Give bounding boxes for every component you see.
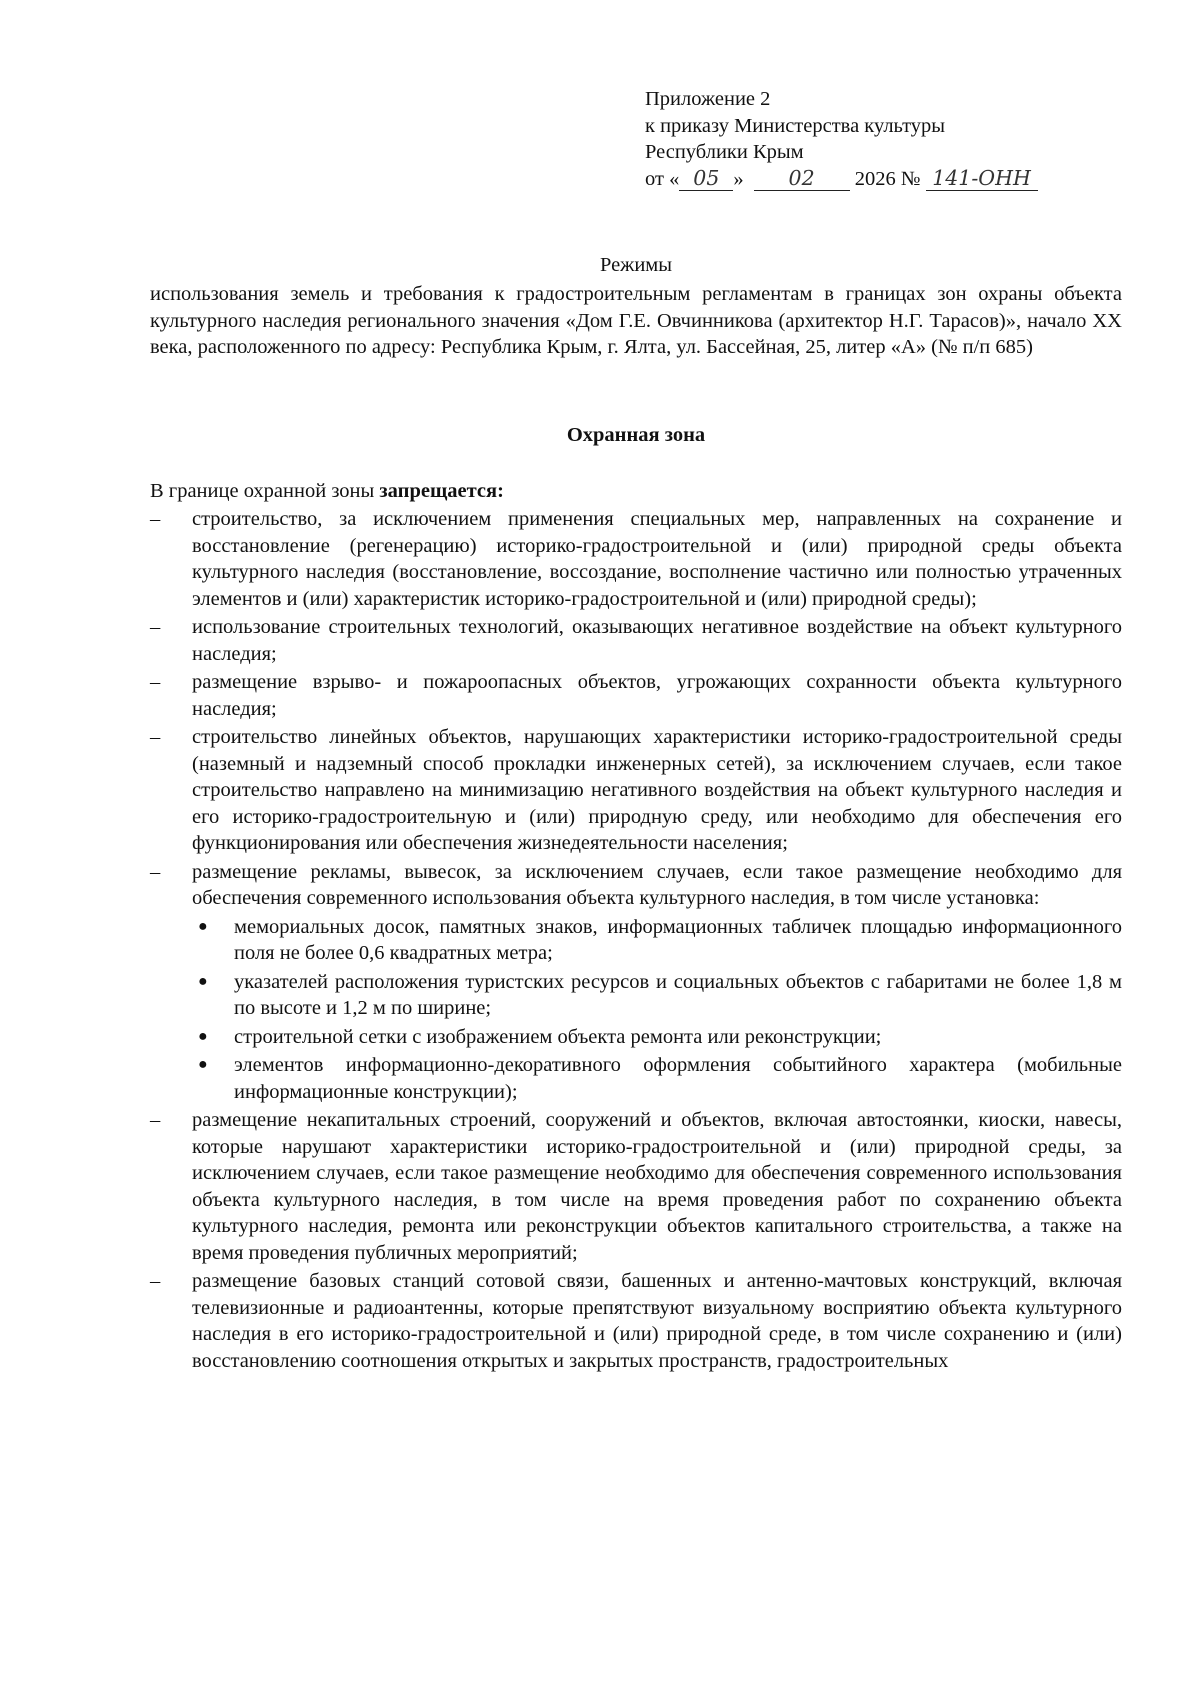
- list-item-text: строительство, за исключением применения специальных мер, направленных на сохранение и восстановление (регенерацию) историко-градостроительной и (или) природной среды объекта культурного наследия (восстановление, воссоздание, восполнение частично или полностью утраченных элементов и (или) характеристик историко-градостроительной и (или) природной среды);: [192, 508, 1122, 610]
- bullet-marker: ●: [198, 917, 208, 935]
- intro-text: В границе охранной зоны: [150, 480, 380, 502]
- list-item-text: размещение рекламы, вывесок, за исключением случаев, если такое размещение необходимо для обеспечения современного использования объекта культурного наследия, в том числе установка:: [192, 860, 1122, 909]
- appendix-line-3: Республики Крым: [645, 141, 804, 163]
- sub-list-item: [192, 1052, 1122, 1105]
- sub-item-text: мемориальных досок, памятных знаков, информационных табличек площадью информационного поля не более 0,6 квадратных метра;: [234, 915, 1122, 964]
- dash-marker: –: [150, 1109, 161, 1131]
- sub-item-text: строительной сетки с изображением объекта ремонта или реконструкции;: [234, 1025, 882, 1048]
- document-subtitle: использования земель и требования к градостроительным регламентам в границах зон охраны объекта культурного наследия регионального значения «Дом Г.Е. Овчинникова (архитектор Н.Г. Тарасов)», начало XX века, расположенного по адресу: Республика Крым, г. Ялта, ул. Бассейная, 25, литер «А» (№ п/п 685): [150, 283, 1122, 358]
- list-item: [150, 1107, 1122, 1266]
- date-day: 05: [679, 166, 733, 191]
- prohibitions-list: [150, 506, 1122, 1376]
- dash-marker: –: [150, 860, 161, 883]
- date-year: 2026 №: [854, 167, 921, 190]
- date-mid: »: [733, 167, 744, 190]
- sub-list: [192, 914, 1122, 1106]
- list-item: [150, 1268, 1122, 1374]
- dash-marker: –: [150, 671, 161, 693]
- intro-bold-text: запрещается:: [379, 480, 504, 502]
- appendix-line-2: к приказу Министерства культуры: [645, 114, 946, 137]
- appendix-date-line: [645, 166, 1165, 193]
- sub-list-item: [192, 914, 1122, 967]
- dash-marker: –: [150, 726, 161, 748]
- sub-list-item: [192, 1024, 1122, 1051]
- dash-marker: –: [150, 1270, 161, 1292]
- list-item-text: использование строительных технологий, оказывающих негативное воздействие на объект культурного наследия;: [192, 616, 1122, 665]
- bullet-marker: ●: [198, 1056, 208, 1073]
- bullet-marker: ●: [198, 972, 208, 990]
- list-item-text: размещение некапитальных строений, сооружений и объектов, включая автостоянки, киоски, навесы, которые нарушают характеристики историко-градостроительной и (или) природной среды, за исключением случаев, если такое размещение необходимо для обеспечения современного использования объекта культурного наследия, в том числе на время проведения работ по сохранению объекта культурного наследия, ремонта или реконструкции объектов капитального строительства, а также на время проведения публичных мероприятий;: [192, 1109, 1122, 1264]
- list-item-text: размещение взрыво- и пожароопасных объектов, угрожающих сохранности объекта культурного наследия;: [192, 671, 1122, 720]
- dash-marker: –: [150, 616, 161, 638]
- list-item: [150, 614, 1122, 667]
- list-item: [150, 506, 1122, 612]
- intro-line: [150, 478, 1122, 505]
- bullet-marker: ●: [198, 1027, 208, 1045]
- order-number: 141-ОНН: [926, 166, 1038, 191]
- sub-item-text: указателей расположения туристских ресурсов и социальных объектов с габаритами не более 1,8 м по высоте и 1,2 м по ширине;: [234, 970, 1122, 1019]
- list-item: [150, 859, 1122, 1106]
- appendix-block: [645, 86, 1165, 192]
- list-item-text: размещение базовых станций сотовой связи, башенных и антенно-мачтовых конструкций, включая телевизионные и радиоантенны, которые препятствуют визуальному восприятию объекта культурного наследия в его историко-градостроительной и (или) природной среде, в том числе сохранению и (или) восстановлению соотношения открытых и закрытых пространств, градостроительных: [192, 1270, 1122, 1372]
- sub-list-item: [192, 969, 1122, 1022]
- appendix-line-1: Приложение 2: [645, 88, 771, 110]
- date-prefix: от «: [645, 167, 680, 190]
- date-month: 02: [754, 166, 850, 191]
- document-title: Режимы: [599, 254, 673, 276]
- list-item: [150, 669, 1122, 722]
- section-heading: Охранная зона: [566, 424, 706, 446]
- list-item: [150, 724, 1122, 857]
- list-item-text: строительство линейных объектов, нарушающих характеристики историко-градостроительной среды (наземный и надземный способ прокладки инженерных сетей), за исключением случаев, если такое строительство направлено на минимизацию негативного воздействия на объект культурного наследия и его историко-градостроительную и (или) природную среду, или необходимо для обеспечения его функционирования или обеспечения жизнедеятельности населения;: [192, 726, 1122, 854]
- sub-item-text: элементов информационно-декоративного оформления событийного характера (мобильные информационные конструкции);: [234, 1054, 1122, 1103]
- dash-marker: –: [150, 508, 161, 530]
